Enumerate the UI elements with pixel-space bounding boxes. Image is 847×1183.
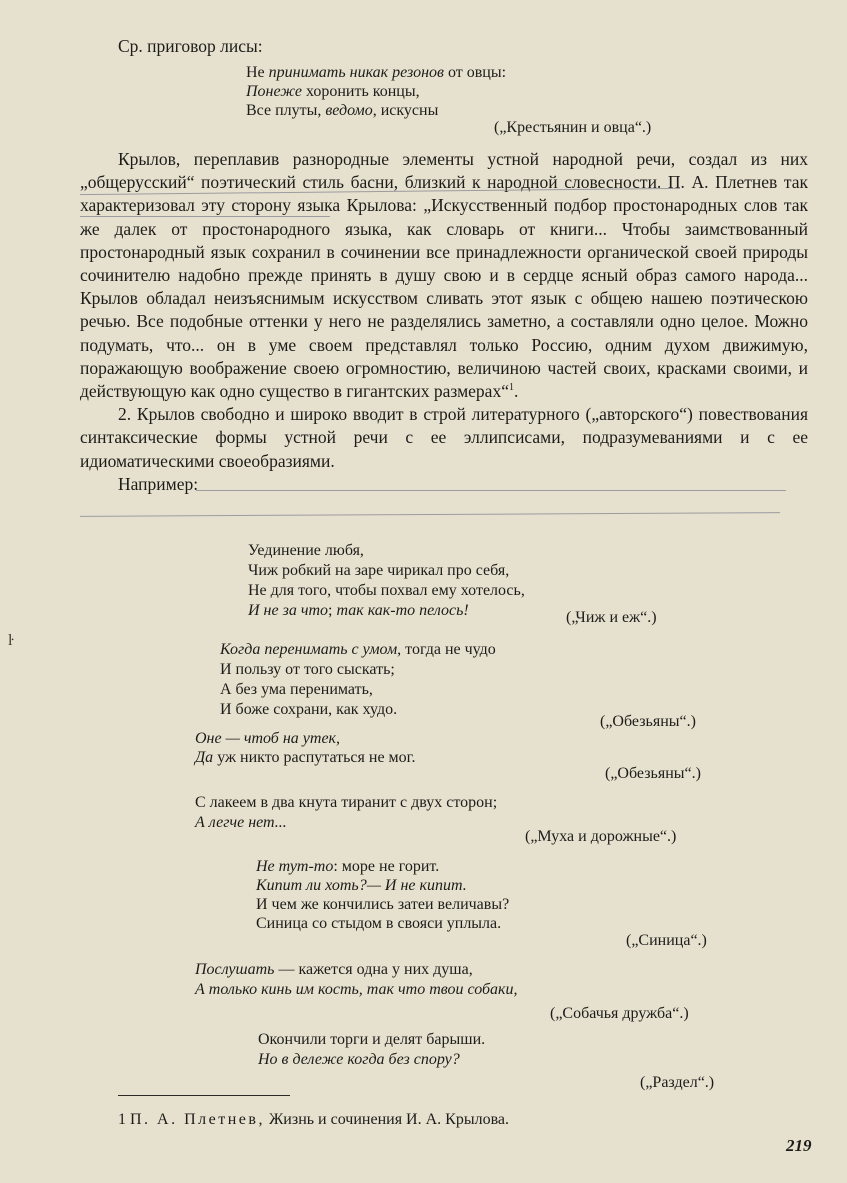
verse-line: Окончили торги и делят барыши. xyxy=(258,1031,486,1048)
main-text xyxy=(80,148,808,496)
verse-line: Все плуты, ведомо, искусны xyxy=(246,102,439,119)
verse-line: Послушать — кажется одна у них душа, xyxy=(195,961,473,978)
verse-line: Понеже хоронить концы, xyxy=(246,83,420,100)
footnote-ref: 1 xyxy=(508,382,514,394)
verse-line: Синица со стыдом в свояси уплыла. xyxy=(256,915,502,932)
paragraph: 2. Крылов свободно и широко вводит в строй литературного („авторского“) повествования синтаксические формы устной речи с ее эллипсисами, подразумеваниями и с ее идиоматическими своеобразиями. xyxy=(80,404,808,471)
verse-line: Чиж робкий на заре чирикал про себя, xyxy=(248,562,510,579)
footnote: 1 П. А. Плетнев, Жизнь и сочинения И. А. Крылова. xyxy=(118,1111,510,1128)
example-verse xyxy=(195,729,415,767)
paragraph: Крылов, переплавив разнородные элементы устной народной речи, создал из них „общерусский“ поэтический стиль басни, близкий к народной словесности. П. А. Плетнев так характеризовал эту сторону языка Крылова: „Искусственный подбор простонародных слов так же далек от простонародного языка, как словарь от книги... Чтобы заимствованный простонародный язык сохранил в сочинении все принадлежности органической своей природы сочинителю надобно прежде принять в душу свою и в сердце ясный образ самого народа... Крылов обладал неизъяснимым искусством сливать этот язык с общею нашею поэтическою речью. Все подобные оттенки у него не разделялись заметно, а составляли одно целое. Можно подумать, что... он в уме своем представлял только Россию, одним духом движимую, поражающую воображение своею огромностию, величиною частей своих, красками своими, и действующую как одно существо в гигантских размерах“$^1$. xyxy=(80,149,808,402)
verse-line: С лакеем в два кнута тиранит с двух сторон; xyxy=(195,794,498,811)
example-verse xyxy=(256,857,509,933)
example-source: („Чиж и еж“.) xyxy=(566,609,657,626)
quote-fox-verdict xyxy=(246,63,506,120)
verse-line: И не за что; так как-то пелось! xyxy=(248,602,469,619)
paragraph: Например: xyxy=(118,473,199,494)
example-verse xyxy=(220,640,496,720)
verse-line: И чем же кончились затеи величавы? xyxy=(256,896,510,913)
verse-line: А только кинь им кость, так что твои собаки, xyxy=(195,981,518,998)
example-verse xyxy=(248,541,525,621)
verse-line: Не для того, чтобы похвал ему хотелось, xyxy=(248,582,525,599)
pencil-underline xyxy=(80,216,330,217)
verse-line: Уединение любя, xyxy=(248,542,364,559)
verse-line: А без ума перенимать, xyxy=(220,681,373,698)
pencil-underline xyxy=(196,490,786,491)
pencil-underline xyxy=(80,512,780,517)
intro-line: Ср. приговор лисы: xyxy=(118,36,263,56)
verse-line: Кипит ли хоть?— И не кипит. xyxy=(256,877,467,894)
verse-line: Да уж никто распутаться не мог. xyxy=(195,749,416,766)
example-verse xyxy=(258,1030,485,1070)
footnote-rule xyxy=(118,1095,290,1096)
verse-line: А легче нет... xyxy=(195,814,287,831)
verse-line: Не тут-то: море не горит. xyxy=(256,858,440,875)
example-source: („Раздел“.) xyxy=(640,1074,715,1091)
example-source: („Муха и дорожные“.) xyxy=(525,828,677,845)
verse-line: И пользу от того сыскать; xyxy=(220,661,395,678)
verse-line: Не принимать никак резонов от овцы: xyxy=(246,64,507,81)
verse-line: Оне — чтоб на утек, xyxy=(195,730,341,747)
verse-line: Когда перенимать с умом, тогда не чудо xyxy=(220,641,496,658)
verse-line: Но в дележе когда без спору? xyxy=(258,1051,460,1068)
example-source: („Обезьяны“.) xyxy=(600,713,696,730)
example-source: („Собачья дружба“.) xyxy=(550,1005,689,1022)
margin-mark: ŀ xyxy=(8,632,14,649)
example-source: („Синица“.) xyxy=(626,932,707,949)
quote-source: („Крестьянин и овца“.) xyxy=(494,119,652,136)
example-verse xyxy=(195,793,497,833)
page-number: 219 xyxy=(786,1136,812,1155)
example-verse xyxy=(195,960,518,1000)
verse-line: И боже сохрани, как худо. xyxy=(220,701,398,718)
example-source: („Обезьяны“.) xyxy=(605,765,701,782)
